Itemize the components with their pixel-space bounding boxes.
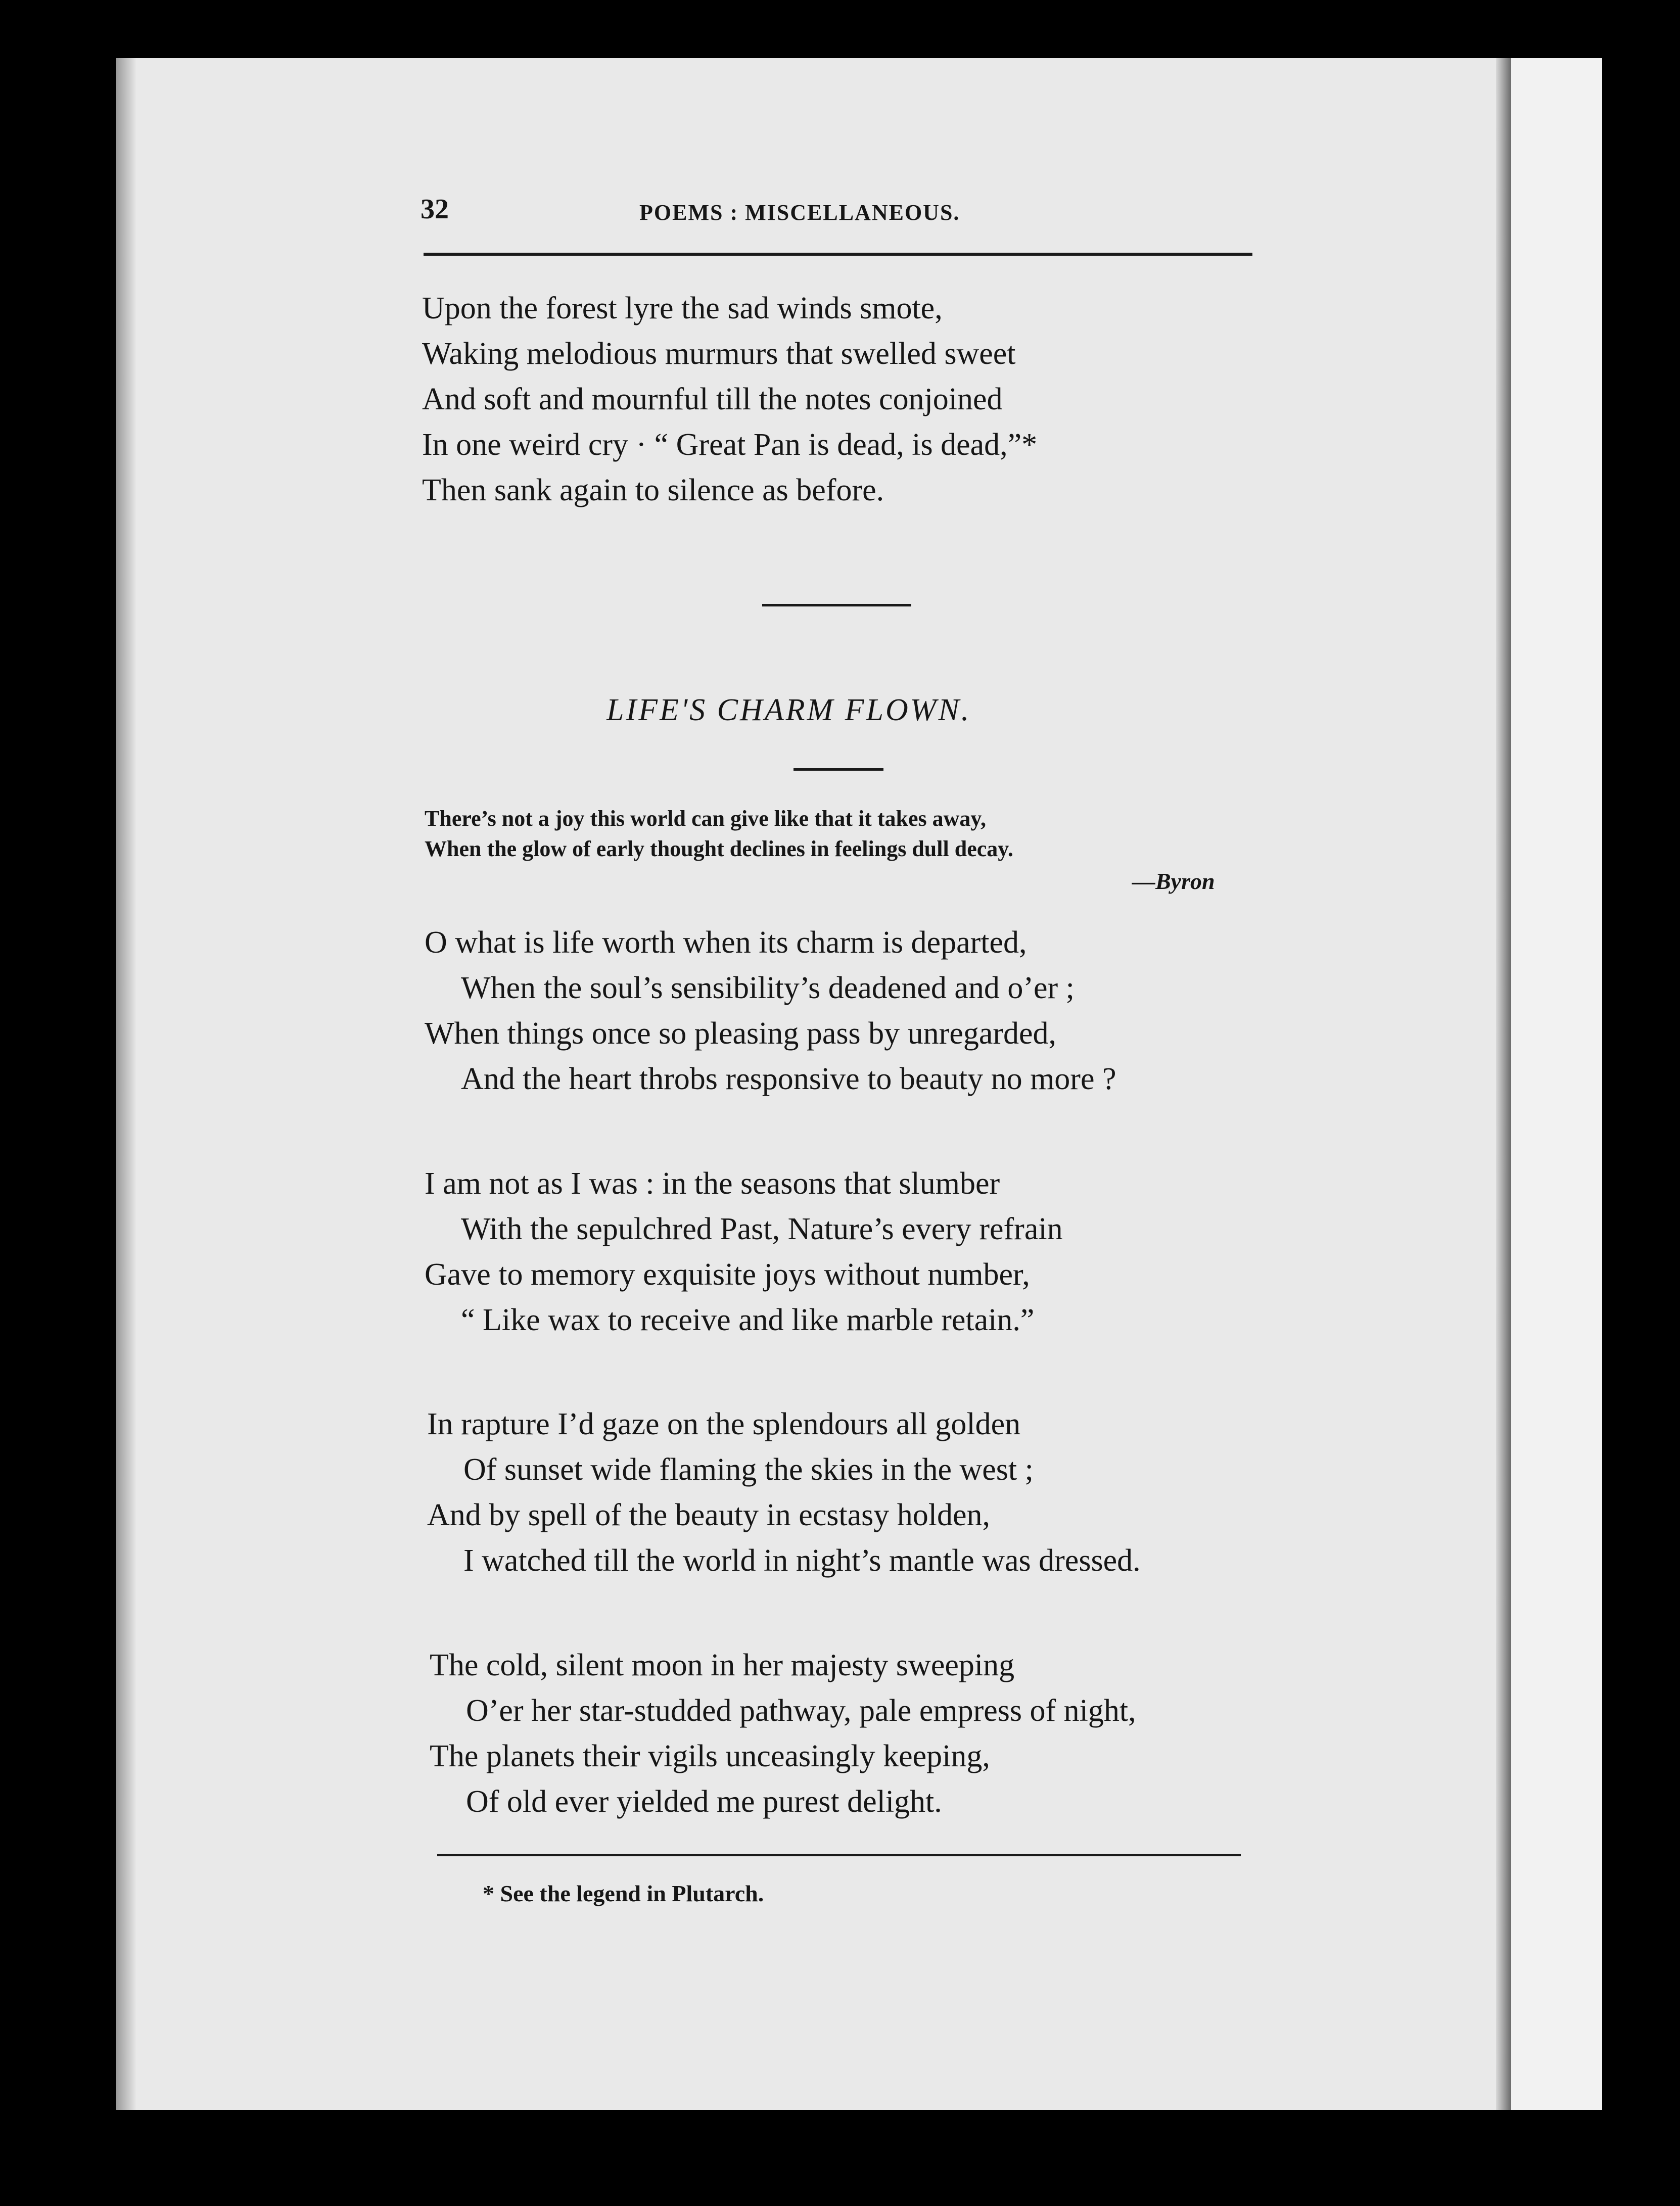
section-divider	[762, 604, 911, 606]
previous-poem-ending	[422, 286, 1037, 513]
verse-line: I watched till the world in night’s mantle was dressed.	[463, 1543, 1141, 1578]
verse-line: Then sank again to silence as before.	[422, 473, 884, 507]
verse-line: And soft and mournful till the notes conjoined	[422, 382, 1003, 416]
header-rule	[424, 253, 1252, 256]
page-gutter-shadow	[116, 58, 136, 2110]
page-number: 32	[421, 194, 449, 225]
verse-line: “ Like wax to receive and like marble retain.”	[461, 1303, 1035, 1337]
verse-line: When things once so pleasing pass by unregarded,	[425, 1016, 1057, 1051]
page-edge-shadow	[1496, 58, 1511, 2110]
footnote-rule	[437, 1854, 1241, 1856]
stanza-2	[425, 1161, 1063, 1343]
verse-line: With the sepulchred Past, Nature’s every refrain	[461, 1212, 1063, 1246]
verse-line: In rapture I’d gaze on the splendours all golden	[427, 1407, 1021, 1441]
verse-line: The cold, silent moon in her majesty sweeping	[430, 1648, 1015, 1682]
stanza-4	[430, 1642, 1136, 1824]
verse-line: Of old ever yielded me purest delight.	[466, 1785, 942, 1819]
verse-line: The planets their vigils unceasingly keeping,	[430, 1739, 990, 1773]
stanza-1	[425, 920, 1116, 1102]
verse-line: O’er her star-studded pathway, pale empress of night,	[466, 1694, 1136, 1728]
verse-line: I am not as I was : in the seasons that slumber	[425, 1166, 1000, 1201]
verse-line: Gave to memory exquisite joys without number,	[425, 1257, 1030, 1292]
title-underline	[794, 768, 883, 771]
verse-line: And by spell of the beauty in ecstasy holden,	[427, 1498, 991, 1532]
verse-line: In one weird cry · “ Great Pan is dead, is dead,”*	[422, 428, 1038, 462]
verse-line: When the soul’s sensibility’s deadened and o’er ;	[461, 971, 1075, 1005]
epigraph	[425, 804, 1013, 864]
poem-title: LIFE'S CHARM FLOWN.	[606, 693, 971, 727]
verse-line: Waking melodious murmurs that swelled sweet	[422, 337, 1016, 371]
epigraph-line: When the glow of early thought declines in feelings dull decay.	[425, 836, 1013, 861]
verse-line: Upon the forest lyre the sad winds smote,	[422, 291, 943, 325]
adjacent-page-strip	[1511, 58, 1602, 2110]
verse-line: Of sunset wide flaming the skies in the west ;	[463, 1452, 1034, 1487]
verse-line: And the heart throbs responsive to beauty no more ?	[461, 1062, 1116, 1096]
verse-line: O what is life worth when its charm is departed,	[425, 925, 1027, 960]
epigraph-line: There’s not a joy this world can give like that it takes away,	[425, 806, 986, 831]
stanza-3	[427, 1401, 1141, 1583]
running-title: POEMS : MISCELLANEOUS.	[639, 200, 960, 225]
footnote: * See the legend in Plutarch.	[483, 1881, 764, 1906]
epigraph-attribution: —Byron	[1132, 868, 1215, 894]
